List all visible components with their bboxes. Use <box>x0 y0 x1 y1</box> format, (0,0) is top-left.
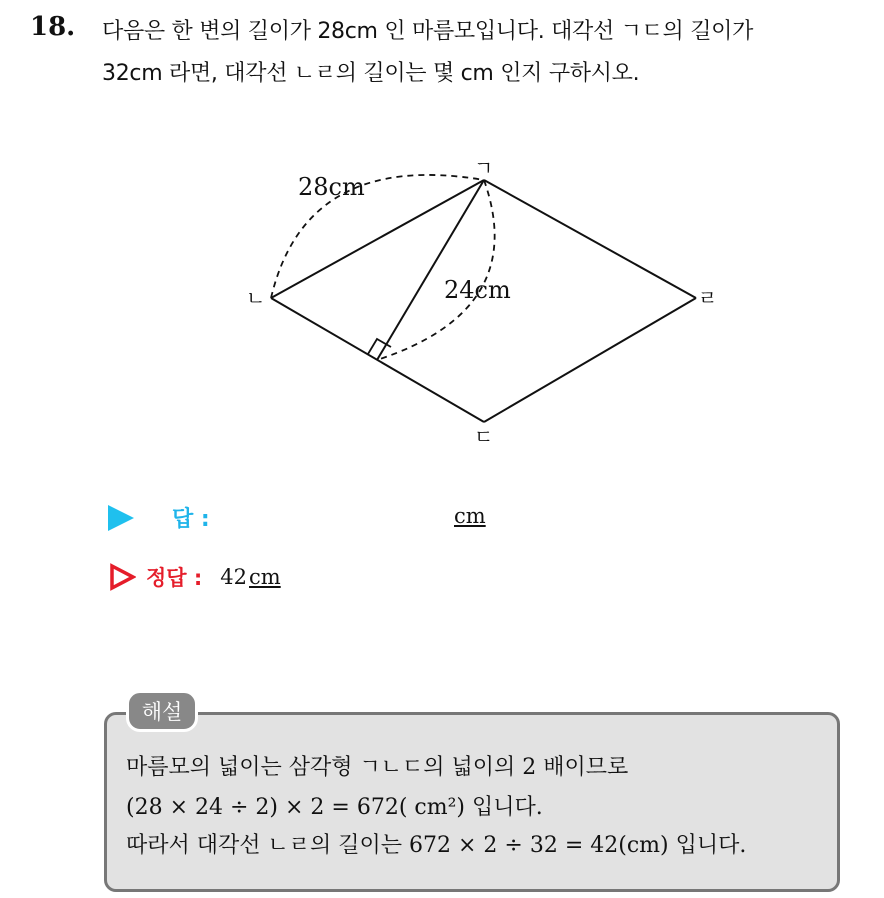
outline-triangle-icon <box>108 563 136 591</box>
correct-answer-label: 정답 : <box>146 566 203 590</box>
vertex-label-top: ㄱ <box>474 156 494 180</box>
explanation-line-3: 따라서 대각선 ㄴㄹ의 길이는 672 × 2 ÷ 32 = 42(cm) 입니다. <box>126 833 747 858</box>
side-bottom-right <box>484 298 696 422</box>
question-number: 18. <box>30 12 76 42</box>
explanation-line-2: (28 × 24 ÷ 2) × 2 = 672( cm²) 입니다. <box>126 795 543 820</box>
height-length-label: 24cm <box>444 276 511 304</box>
explanation-line-1: 마름모의 넓이는 삼각형 ㄱㄴㄷ의 넓이의 2 배이므로 <box>126 755 629 780</box>
vertex-label-right: ㄹ <box>698 286 718 310</box>
vertex-label-left: ㄴ <box>246 286 266 310</box>
answer-row <box>108 502 486 533</box>
question-text-line-1: 다음은 한 변의 길이가 28cm 인 마름모입니다. 대각선 ㄱㄷ의 길이가 <box>102 19 754 44</box>
height-line <box>377 180 484 360</box>
explanation-tag: 해설 <box>126 690 198 732</box>
correct-answer-value: 42 <box>220 565 248 589</box>
correct-answer-row <box>108 562 281 592</box>
answer-unit: cm <box>454 504 486 528</box>
question-text-line-2: 32cm 라면, 대각선 ㄴㄹ의 길이는 몇 cm 인지 구하시오. <box>102 61 640 86</box>
correct-answer-unit: cm <box>249 565 281 589</box>
answer-label: 답 : <box>172 507 210 532</box>
side-top-right <box>484 180 696 298</box>
side-length-label: 28cm <box>298 173 365 201</box>
vertex-label-bottom: ㄷ <box>474 425 494 449</box>
play-triangle-icon <box>108 505 134 531</box>
